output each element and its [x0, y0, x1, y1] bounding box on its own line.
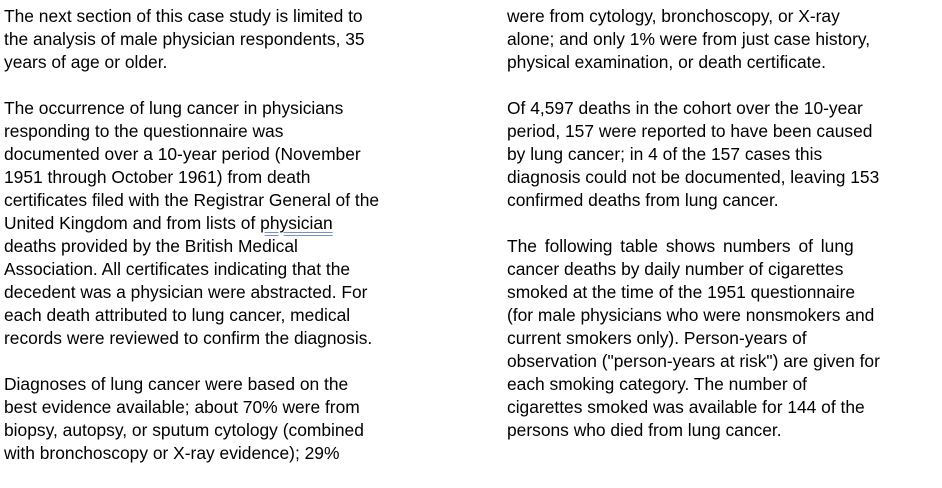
text-line: cigarettes smoked was available for 144 of the	[507, 397, 865, 417]
text-line: (for male physicians who were nonsmokers and	[507, 305, 875, 325]
paragraph-diagnoses	[4, 373, 442, 465]
text-line: the analysis of male physician respondents, 35	[4, 29, 365, 49]
text-line: deaths provided by the British Medical	[4, 236, 298, 256]
text-line: smoked at the time of the 1951 questionnaire	[507, 282, 856, 302]
text-line: Association. All certificates indicating that the	[4, 259, 351, 279]
text-line: physical examination, or death certificate.	[507, 52, 826, 72]
text-line: were from cytology, bronchoscopy, or X-ray	[507, 6, 840, 26]
right-column	[507, 5, 939, 465]
text-line: The next section of this case study is limited to	[4, 6, 363, 26]
paragraph-table-intro	[507, 235, 939, 442]
text-line: each smoking category. The number of	[507, 374, 807, 394]
text-line: persons who died from lung cancer.	[507, 420, 782, 440]
paragraph-deaths	[507, 97, 939, 212]
text-line: with bronchoscopy or X-ray evidence); 29%	[4, 443, 340, 463]
text-line: decedent was a physician were abstracted. For	[4, 282, 368, 302]
text-line: diagnosis could not be documented, leaving 153	[507, 167, 880, 187]
paragraph-diagnoses-continued	[507, 5, 939, 74]
text-line: current smokers only). Person-years of	[507, 328, 807, 348]
text-line: 1951 through October 1961) from death	[4, 167, 311, 187]
text-line: each death attributed to lung cancer, medical	[4, 305, 351, 325]
text-line: biopsy, autopsy, or sputum cytology (combined	[4, 420, 364, 440]
text-line: best evidence available; about 70% were from	[4, 397, 360, 417]
text-segment: United Kingdom and from lists of	[4, 213, 261, 233]
text-line	[4, 212, 442, 235]
text-line: The occurrence of lung cancer in physicians	[4, 98, 344, 118]
spellcheck-underlined-word[interactable]: physician	[260, 213, 333, 233]
text-line: years of age or older.	[4, 52, 168, 72]
text-line: by lung cancer; in 4 of the 157 cases this	[507, 144, 823, 164]
text-line: observation ("person-years at risk") are given for	[507, 351, 880, 371]
text-line: confirmed deaths from lung cancer.	[507, 190, 779, 210]
left-column	[4, 5, 442, 488]
text-line: certificates filed with the Registrar General of the	[4, 190, 380, 210]
text-line: alone; and only 1% were from just case history,	[507, 29, 871, 49]
text-line: responding to the questionnaire was	[4, 121, 284, 141]
text-line: Diagnoses of lung cancer were based on the	[4, 374, 349, 394]
text-line: records were reviewed to confirm the diagnosis.	[4, 328, 373, 348]
text-line: documented over a 10-year period (November	[4, 144, 361, 164]
text-line: period, 157 were reported to have been caused	[507, 121, 873, 141]
text-line: cancer deaths by daily number of cigarettes	[507, 259, 844, 279]
text-line: Of 4,597 deaths in the cohort over the 10-year	[507, 98, 863, 118]
text-line: The following table shows numbers of lung	[507, 236, 854, 256]
paragraph-occurrence	[4, 97, 442, 350]
paragraph-scope	[4, 5, 442, 74]
